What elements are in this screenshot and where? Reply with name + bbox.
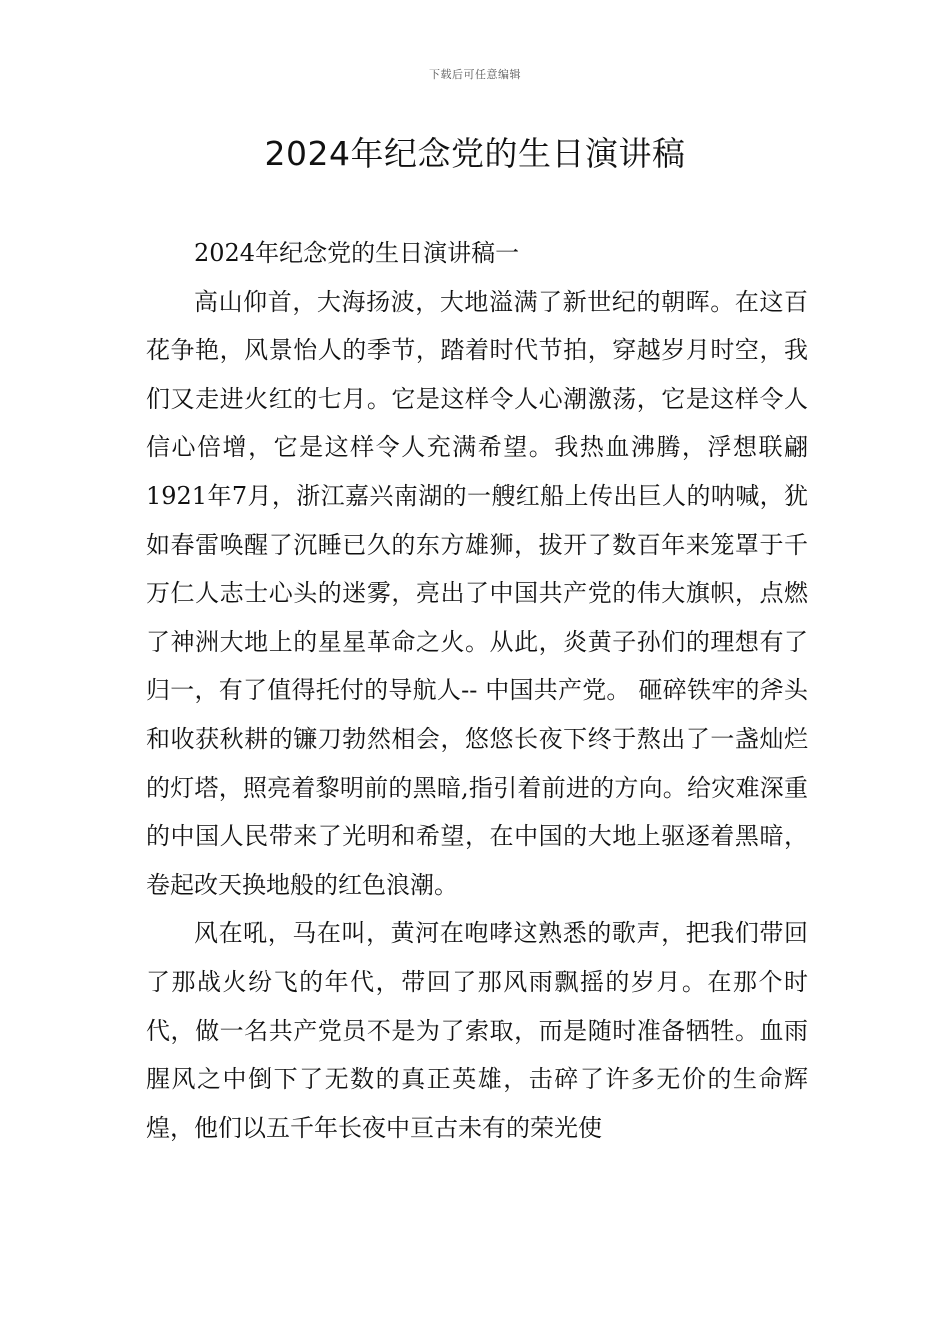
document-title: 2024年纪念党的生日演讲稿 — [264, 134, 686, 173]
header-note: 下载后可任意编辑 — [429, 68, 521, 81]
document-body — [146, 229, 808, 1152]
paragraph-2: 风在吼，马在叫，黄河在咆哮这熟悉的歌声，把我们带回了那战火纷飞的年代，带回了那风雨飘摇的岁月。在那个时代，做一名共产党员不是为了索取，而是随时准备牺牲。血雨腥风之中倒下了无数的真正英雄，击碎了许多无价的生命辉煌，他们以五千年长夜中亘古未有的荣光使 — [146, 919, 808, 1142]
paragraph-1: 高山仰首，大海扬波，大地溢满了新世纪的朝晖。在这百花争艳，风景怡人的季节，踏着时代节拍，穿越岁月时空，我们又走进火红的七月。它是这样令人心潮激荡，它是这样令人信心倍增，它是这样令人充满希望。我热血沸腾，浮想联翩1921年7月，浙江嘉兴南湖的一艘红船上传出巨人的呐喊，犹如春雷唤醒了沉睡已久的东方雄狮，拔开了数百年来笼罩于千万仁人志士心头的迷雾，亮出了中国共产党的伟大旗帜，点燃了神洲大地上的星星革命之火。从此，炎黄子孙们的理想有了归一，有了值得托付的导航人-- 中国共产党。 砸碎铁牢的斧头和收获秋耕的镰刀勃然相会，悠悠长夜下终于熬出了一盏灿烂的灯塔，照亮着黎明前的黑暗,指引着前进的方向。给灾难深重的中国人民带来了光明和希望，在中国的大地上驱逐着黑暗，卷起改天换地般的红色浪潮。 — [146, 287, 808, 899]
section-subtitle: 2024年纪念党的生日演讲稿一 — [194, 239, 520, 267]
